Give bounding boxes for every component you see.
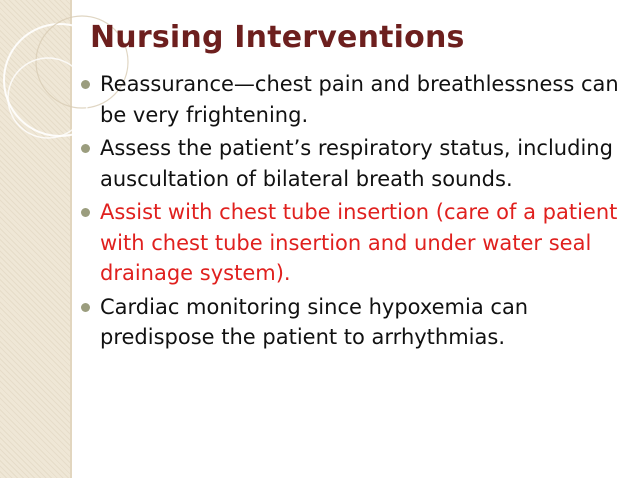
bullet-icon xyxy=(81,80,90,89)
bullet-icon xyxy=(81,303,90,312)
bullet-icon xyxy=(81,208,90,217)
bullet-text: Assist with chest tube insertion (care of a patient with chest tube insertion and under water seal drainage system). xyxy=(100,200,618,285)
bullet-item-assess-respiratory xyxy=(78,133,628,194)
bullet-icon xyxy=(81,144,90,153)
bullet-list xyxy=(78,69,628,356)
bullet-item-cardiac-monitoring xyxy=(78,292,628,353)
bullet-item-reassurance xyxy=(78,69,628,130)
bullet-item-chest-tube xyxy=(78,197,628,289)
bullet-text: Assess the patient’s respiratory status, including auscultation of bilateral breath sounds. xyxy=(100,136,613,191)
bullet-text: Reassurance—chest pain and breathlessness can be very frightening. xyxy=(100,72,619,127)
slide-title: Nursing Interventions xyxy=(90,20,465,55)
bullet-text: Cardiac monitoring since hypoxemia can predispose the patient to arrhythmias. xyxy=(100,294,529,349)
